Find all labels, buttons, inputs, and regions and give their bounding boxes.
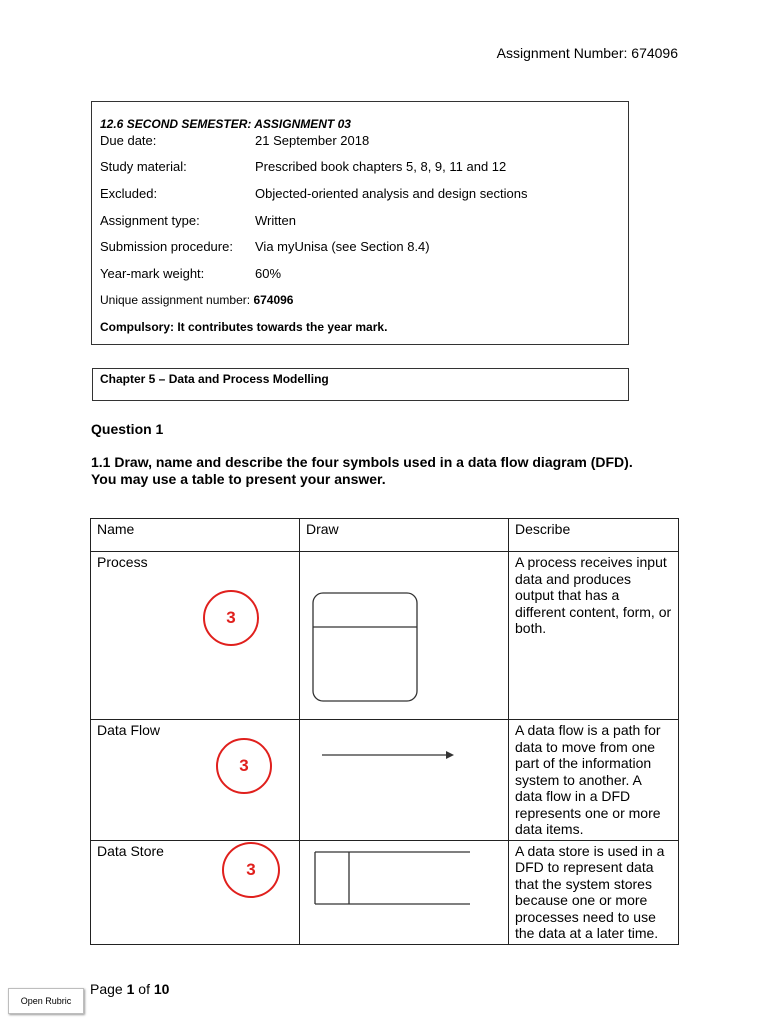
data-flow-arrow: [322, 749, 462, 761]
info-row-assignment-type: [100, 213, 296, 228]
table-row: [91, 840, 679, 944]
page-of: of: [138, 981, 150, 997]
row-name: Data Store: [91, 840, 300, 944]
row-description: A data flow is a path for data to move from one part of the information system to another. A data flow in a DFD represents one or more data items.: [509, 720, 679, 841]
page-total: 10: [153, 981, 170, 997]
question-title: Question 1: [91, 421, 164, 437]
info-row-year-mark-weight: [100, 266, 282, 281]
info-value: Via myUnisa (see Section 8.4): [255, 239, 430, 254]
info-value: Prescribed book chapters 5, 8, 9, 11 and 12: [255, 159, 507, 174]
page-prefix: Page: [90, 981, 123, 997]
process-drawing-cell: [300, 552, 509, 720]
info-value: 60%: [255, 266, 282, 281]
info-label: Study material:: [100, 159, 187, 174]
chapter-title: Chapter 5 – Data and Process Modelling: [100, 372, 329, 386]
info-value: 21 September 2018: [255, 133, 370, 148]
info-value: Objected-oriented analysis and design sections: [255, 186, 528, 201]
grade-mark-data-store: 3: [222, 842, 280, 898]
grade-mark-data-flow: 3: [216, 738, 272, 794]
question-text: [91, 454, 691, 488]
chapter-box: [92, 368, 629, 401]
question-line-2: You may use a table to present your answer.: [91, 471, 386, 487]
row-name: Data Flow: [91, 720, 300, 841]
header-name: Name: [91, 519, 300, 552]
answer-table: [90, 518, 679, 945]
unique-assignment-number: [100, 293, 293, 307]
arrow-head: [446, 751, 454, 759]
table-row: [91, 720, 679, 841]
row-name: Process: [91, 552, 300, 720]
assignment-info-box: [91, 101, 629, 345]
info-label: Year-mark weight:: [100, 266, 205, 281]
page-current: 1: [126, 981, 135, 997]
info-row-study-material: [100, 159, 507, 174]
table-header-row: [91, 519, 679, 552]
unique-label: Unique assignment number:: [100, 293, 251, 307]
data-flow-drawing-cell: [300, 720, 509, 841]
page-indicator: [90, 981, 169, 997]
row-description: A data store is used in a DFD to represent data that the system stores because one or more processes need to use the data at a later time.: [509, 840, 679, 944]
process-rect: [313, 593, 417, 701]
data-store-drawing-cell: [300, 840, 509, 944]
assignment-number: Assignment Number: 674096: [496, 45, 678, 61]
info-label: Due date:: [100, 133, 157, 148]
table-row: [91, 552, 679, 720]
open-rubric-button[interactable]: Open Rubric: [8, 988, 84, 1014]
row-description: A process receives input data and produces output that has a different content, form, or both.: [509, 552, 679, 720]
data-store-symbol: [314, 851, 474, 907]
process-symbol: [312, 592, 422, 704]
info-label: Assignment type:: [100, 213, 200, 228]
info-row-due-date: [100, 133, 370, 148]
info-row-submission: [100, 239, 430, 254]
grade-mark-process: 3: [203, 590, 259, 646]
header-describe: Describe: [509, 519, 679, 552]
assignment-title: 12.6 SECOND SEMESTER: ASSIGNMENT 03: [100, 117, 351, 131]
question-line-1: 1.1 Draw, name and describe the four symbols used in a data flow diagram (DFD).: [91, 454, 633, 470]
info-value: Written: [255, 213, 296, 228]
compulsory-note: Compulsory: It contributes towards the year mark.: [100, 320, 388, 334]
info-label: Excluded:: [100, 186, 158, 201]
info-label: Submission procedure:: [100, 239, 233, 254]
unique-value: 674096: [253, 293, 294, 307]
header-draw: Draw: [300, 519, 509, 552]
info-row-excluded: [100, 186, 528, 201]
